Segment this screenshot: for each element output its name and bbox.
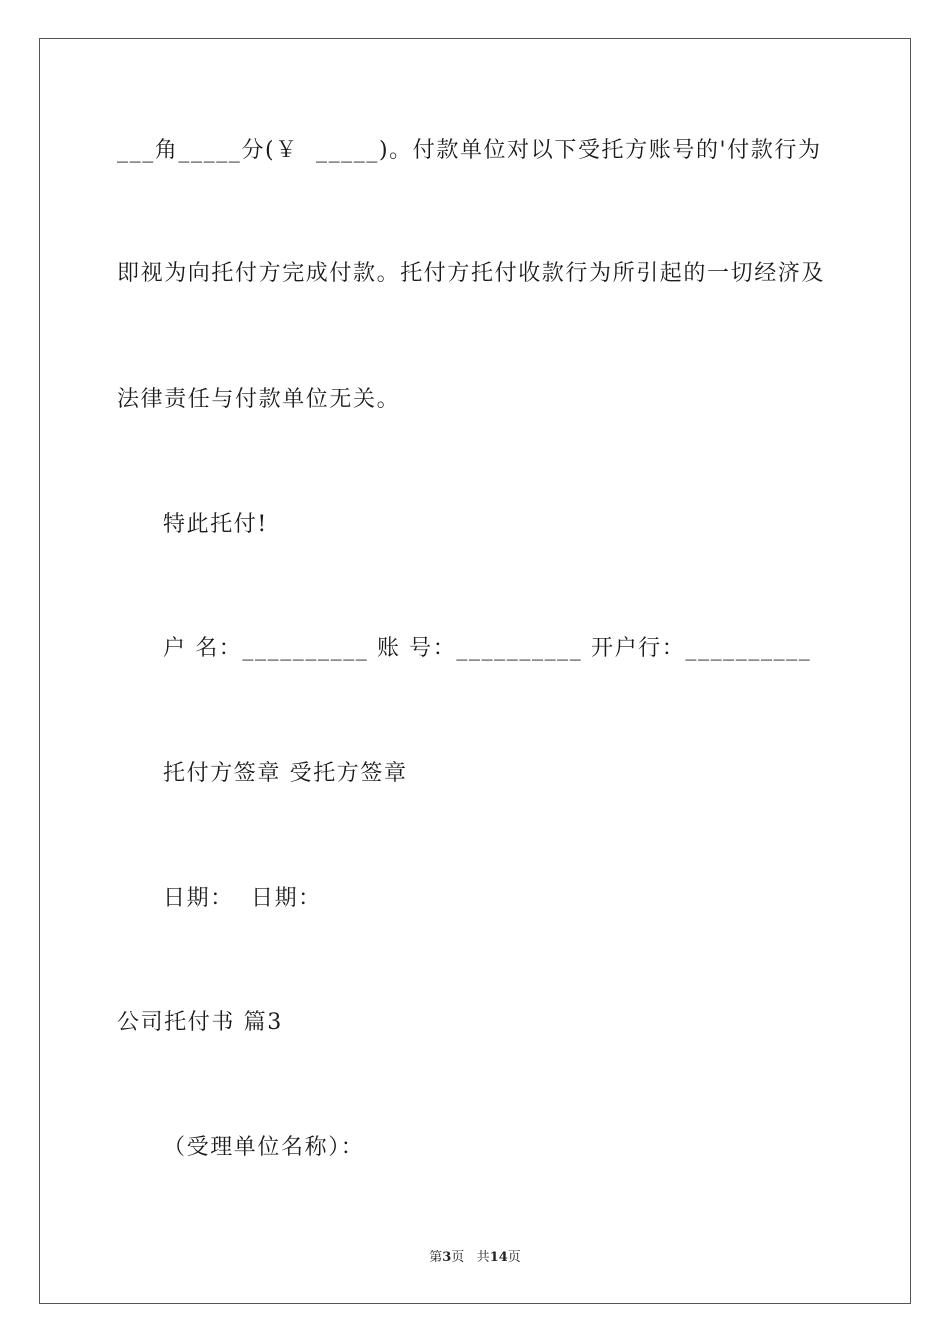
footer-total-number: 14 <box>489 1250 508 1265</box>
section-heading: 公司托付书 篇3 <box>117 1010 283 1035</box>
footer-page-prefix: 第 <box>429 1250 443 1265</box>
page-border <box>39 38 911 1304</box>
footer-total-prefix: 共 <box>476 1250 490 1265</box>
paragraph-hereby-entrust: 特此托付! <box>163 512 268 537</box>
paragraph-payment-amount: ___角_____分(￥ _____)。付款单位对以下受托方账号的'付款行为 <box>117 138 822 163</box>
signature-line: 托付方签章 受托方签章 <box>163 761 408 786</box>
footer-page-suffix: 页 <box>451 1250 465 1265</box>
date-line: 日期： 日期： <box>163 886 322 911</box>
page-footer <box>0 1249 950 1267</box>
footer-page-number: 3 <box>442 1250 452 1265</box>
paragraph-liability: 法律责任与付款单位无关。 <box>117 387 401 412</box>
paragraph-payment-completion: 即视为向托付方完成付款。托付方托付收款行为所引起的一切经济及 <box>117 261 826 286</box>
recipient-line: （受理单位名称）： <box>163 1135 365 1160</box>
account-fields-line: 户 名：__________ 账 号：__________ 开户行：__________ <box>163 636 812 661</box>
footer-total-suffix: 页 <box>507 1250 521 1265</box>
